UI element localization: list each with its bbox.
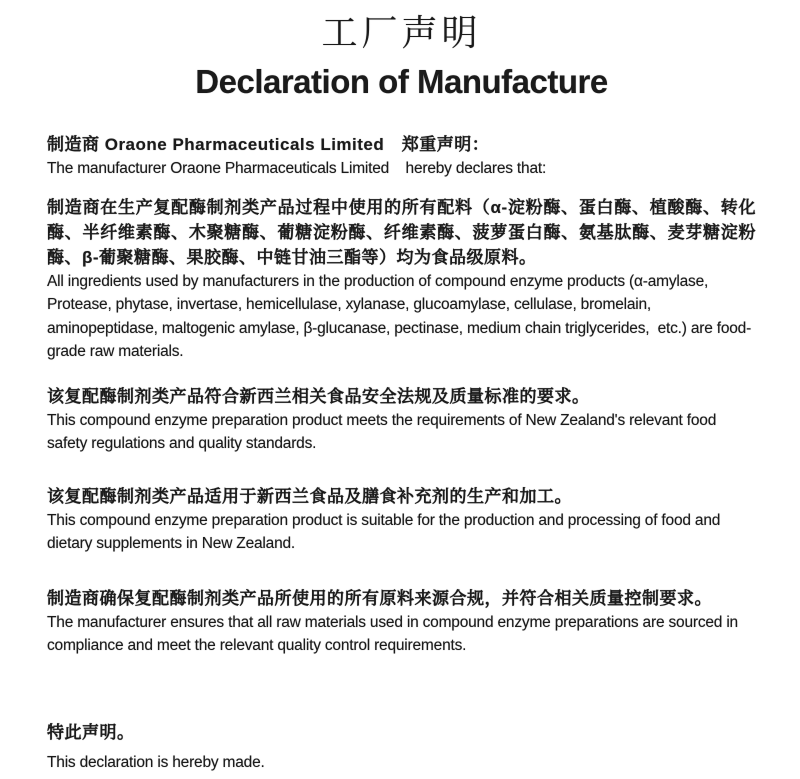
ingredients-text-english: All ingredients used by manufacturers in the production of compound enzyme products (α-amylase, Protease, phytase, invertase, hemicellulase, xylanase, glucoamylase, cellulase, bromelain, aminopeptidase, maltogenic amylase, β-glucanase, pectinase, medium chain triglycerides, etc.) are food-grade raw materials. [47,272,752,360]
intro-text-english: The manufacturer Oraone Pharmaceuticals Limited hereby declares that: [47,160,547,177]
paragraph-ingredients [47,195,756,364]
regulations-text-english: This compound enzyme preparation product meets the requirements of New Zealand's relevant food safety regulations and quality standards. [47,411,721,452]
document-title-chinese: 工厂声明 [321,13,482,53]
regulations-text-chinese: 该复配酶制剂类产品符合新西兰相关食品安全法规及质量标准的要求。 [47,386,590,406]
suitability-text-chinese: 该复配酶制剂类产品适用于新西兰食品及膳食补充剂的生产和加工。 [47,486,572,506]
document-title-english: Declaration of Manufacture [195,63,608,100]
closing-text-english: This declaration is hereby made. [47,753,265,771]
paragraph-suitability [47,484,756,556]
closing-text-chinese: 特此声明。 [47,722,135,742]
paragraph-sourcing [47,586,756,658]
intro-paragraph [47,132,756,181]
closing-paragraph [47,720,756,775]
sourcing-text-english: The manufacturer ensures that all raw materials used in compound enzyme preparations are sourced in compliance and meet the relevant quality control requirements. [47,613,743,654]
suitability-text-english: This compound enzyme preparation product is suitable for the production and processing of food and dietary supplements in New Zealand. [47,511,725,552]
intro-text-chinese: 制造商 Oraone Pharmaceuticals Limited 郑重声明： [47,135,490,154]
ingredients-text-chinese: 制造商在生产复配酶制剂类产品过程中使用的所有配料（α-淀粉酶、蛋白酶、植酸酶、转化酶、半纤维素酶、木聚糖酶、葡糖淀粉酶、纤维素酶、菠萝蛋白酶、氨基肽酶、麦芽糖淀粉酶、β-葡聚糖酶、果胶酶、中链甘油三酯等）均为食品级原料。 [47,197,756,267]
paragraph-regulations [47,384,756,456]
sourcing-text-chinese: 制造商确保复配酶制剂类产品所使用的所有原料来源合规，并符合相关质量控制要求。 [47,588,712,608]
